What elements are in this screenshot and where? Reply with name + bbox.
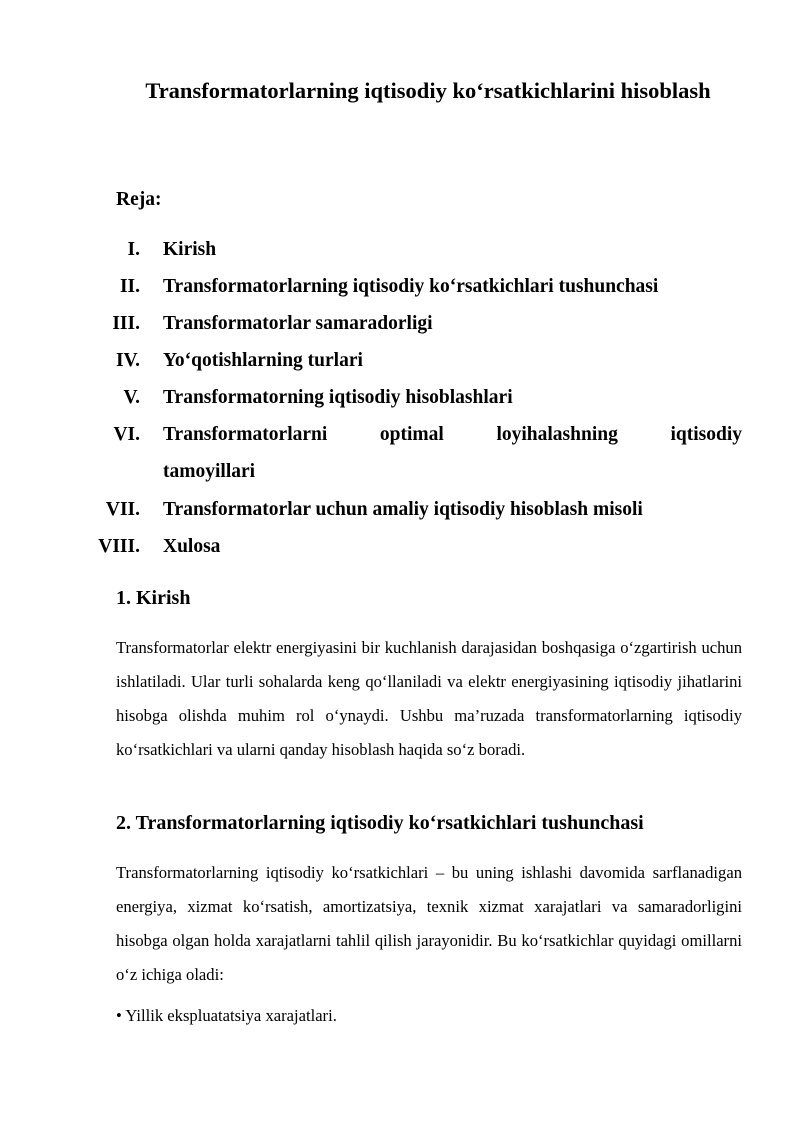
toc-number: IV. (115, 350, 140, 371)
toc-text: Kirish (163, 239, 217, 260)
toc-number: V. (123, 387, 140, 408)
page-title: Transformatorlarning iqtisodiy ko‘rsatkichlarini hisoblash (145, 78, 711, 103)
toc-text: Yo‘qotishlarning turlari (163, 350, 363, 371)
toc-text (163, 421, 742, 449)
toc-number: VI. (113, 424, 140, 445)
toc-number: VIII. (98, 536, 140, 557)
plan-heading: Reja: (116, 189, 162, 210)
toc-number: I. (127, 239, 140, 260)
toc-word: iqtisodiy (670, 424, 742, 445)
toc-number: II. (119, 276, 140, 297)
toc-text: Xulosa (163, 536, 221, 557)
toc-word: Transformatorlarni (163, 424, 328, 445)
section-heading: 2. Transformatorlarning iqtisodiy ko‘rsatkichlari tushunchasi (116, 812, 644, 834)
section-paragraph: Transformatorlar elektr energiyasini bir kuchlanish darajasidan boshqasiga o‘zgartirish uchun ishlatiladi. Ular turli sohalarda keng qo‘llaniladi va elektr energiyasining iqtisodiy jihatlarini hisobga olishda muhim rol o‘ynaydi. Ushbu ma’ruzada transformatorlarning iqtisodiy ko‘rsatkichlari va ularni qanday hisoblash haqida so‘z boradi. (116, 638, 742, 759)
toc-text: Transformatorlar uchun amaliy iqtisodiy hisoblash misoli (163, 499, 643, 520)
toc-text-line (163, 421, 742, 449)
toc-text: Transformatorlar samaradorligi (163, 313, 433, 334)
toc-word: loyihalashning (496, 424, 618, 445)
section-heading: 1. Kirish (116, 587, 191, 609)
toc-text: Transformatorning iqtisodiy hisoblashlari (163, 387, 513, 408)
section-paragraph: Transformatorlarning iqtisodiy ko‘rsatkichlari – bu uning ishlashi davomida sarflanadigan energiya, xizmat ko‘rsatish, amortizatsiya, texnik xizmat xarajatlari va samaradorligini hisobga olgan holda xarajatlarni tahlil qilish jarayonidir. Bu ko‘rsatkichlar quyidagi omillarni o‘z ichiga oladi: (116, 863, 742, 984)
toc-number: VII. (105, 499, 140, 520)
toc-number: III. (112, 313, 140, 334)
toc-word: optimal (379, 424, 444, 445)
toc-text: tamoyillari (163, 461, 256, 482)
toc-text: Transformatorlarning iqtisodiy ko‘rsatkichlari tushunchasi (163, 276, 659, 297)
bullet-item: • Yillik ekspluatatsiya xarajatlari. (116, 1006, 337, 1025)
